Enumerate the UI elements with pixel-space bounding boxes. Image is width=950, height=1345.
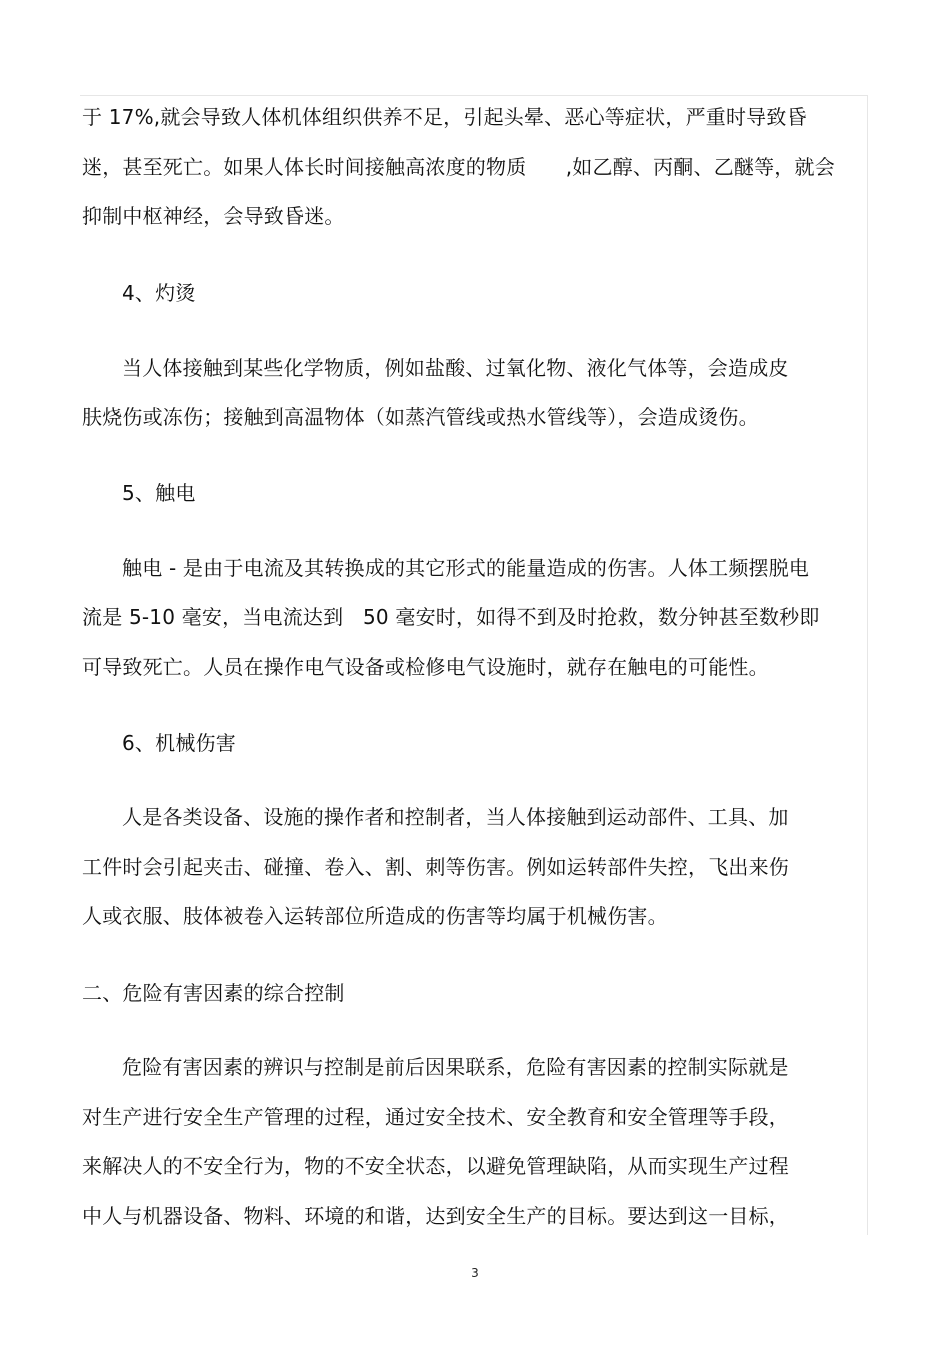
- text-line: 肤烧伤或冻伤；接触到高温物体（如蒸汽管线或热水管线等），会造成烫伤。: [82, 405, 759, 429]
- text-line: 工件时会引起夹击、碰撞、卷入、割、刺等伤害。例如运转部件失控，飞出来伤: [82, 855, 789, 879]
- text-line: 可导致死亡。人员在操作电气设备或检修电气设施时，就存在触电的可能性。: [82, 655, 769, 679]
- text-line: 对生产进行安全生产管理的过程，通过安全技术、安全教育和安全管理等手段，: [82, 1105, 789, 1129]
- page-number: 3: [471, 1266, 479, 1280]
- text-line: 危险有害因素的辨识与控制是前后因果联系，危险有害因素的控制实际就是: [122, 1055, 789, 1079]
- text-line: 于 17%,就会导致人体机体组织供养不足，引起头晕、恶心等症状，严重时导致昏: [82, 105, 807, 129]
- text-line: 流是 5-10 毫安，当电流达到 50 毫安时，如得不到及时抢救，数分钟甚至数秒即: [82, 605, 820, 629]
- text-line: 中人与机器设备、物料、环境的和谐，达到安全生产的目标。要达到这一目标，: [82, 1204, 789, 1228]
- text-line: 迷，甚至死亡。如果人体长时间接触高浓度的物质 ,如乙醇、丙酮、乙醚等，就会: [82, 155, 835, 179]
- text-line: 触电 - 是由于电流及其转换成的其它形式的能量造成的伤害。人体工频摆脱电: [122, 556, 810, 580]
- section-heading: 4、灼烫: [122, 281, 196, 305]
- section-heading: 二、危险有害因素的综合控制: [82, 981, 345, 1005]
- text-line: 来解决人的不安全行为，物的不安全状态，以避免管理缺陷，从而实现生产过程: [82, 1154, 789, 1178]
- section-heading: 5、触电: [122, 481, 196, 505]
- text-line: 抑制中枢神经，会导致昏迷。: [82, 204, 345, 228]
- text-line: 人是各类设备、设施的操作者和控制者，当人体接触到运动部件、工具、加: [122, 805, 789, 829]
- section-heading: 6、机械伤害: [122, 731, 236, 755]
- text-line: 当人体接触到某些化学物质，例如盐酸、过氧化物、液化气体等，会造成皮: [122, 356, 789, 380]
- text-line: 人或衣服、肢体被卷入运转部位所造成的伤害等均属于机械伤害。: [82, 904, 668, 928]
